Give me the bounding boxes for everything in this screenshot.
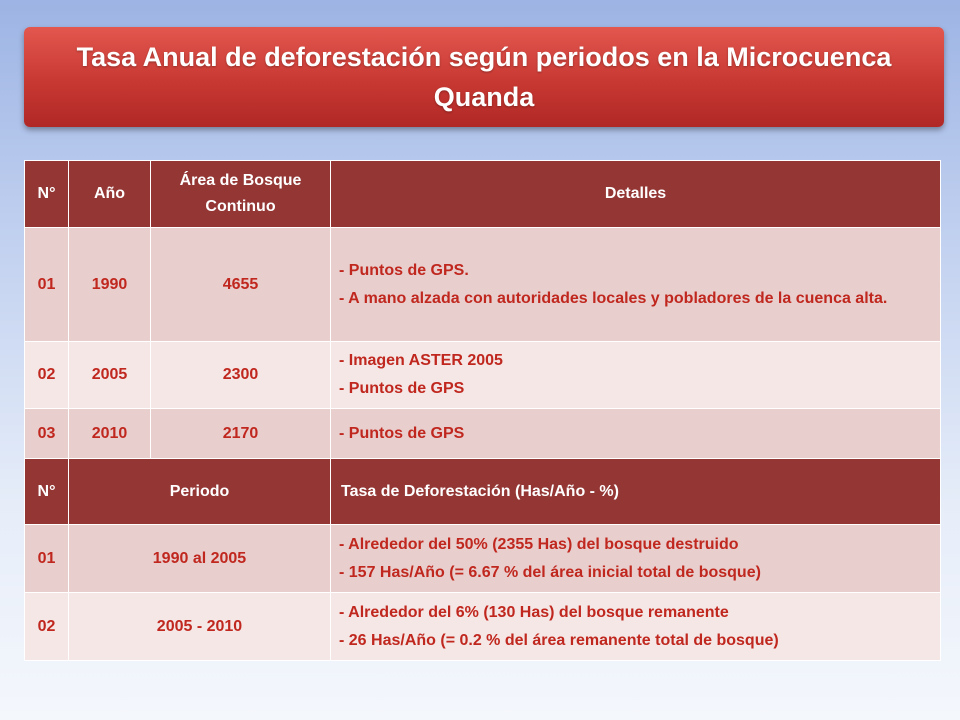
header-details: Detalles [331,161,941,228]
row-period: 2005 - 2010 [69,593,331,661]
page-title: Tasa Anual de deforestación según periodos en la Microcuenca Quanda [76,42,892,112]
table2-header-row [25,459,941,525]
header-year: Año [69,161,151,228]
row-year: 1990 [69,228,151,342]
row-details [331,525,941,593]
row-details [331,228,941,342]
detail-line: - Alrededor del 6% (130 Has) del bosque remanente [339,603,729,621]
detail-line: - 157 Has/Año (= 6.67 % del área inicial total de bosque) [339,563,761,581]
detail-line: - Puntos de GPS [339,424,465,442]
row-n: 01 [25,228,69,342]
row-details [331,342,941,409]
deforestation-table [24,160,941,661]
table-row [25,342,941,409]
row-area: 4655 [151,228,331,342]
row-area: 2170 [151,409,331,459]
header-area: Área de Bosque Continuo [151,161,331,228]
header-period: Periodo [69,459,331,525]
detail-line: - Puntos de GPS [339,380,465,397]
row-area: 2300 [151,342,331,409]
header-n: N° [25,161,69,228]
row-n: 02 [25,342,69,409]
detail-line: - Imagen ASTER 2005 [339,352,503,369]
header-rate: Tasa de Deforestación (Has/Año - %) [331,459,941,525]
table-row [25,593,941,661]
row-details [331,593,941,661]
row-details [331,409,941,459]
table1-header-row [25,161,941,228]
table-row [25,409,941,459]
table-row [25,525,941,593]
row-year: 2010 [69,409,151,459]
detail-line: - A mano alzada con autoridades locales y pobladores de la cuenca alta. [339,289,888,307]
row-period: 1990 al 2005 [69,525,331,593]
detail-line: - Puntos de GPS. [339,261,469,279]
detail-line: - Alrededor del 50% (2355 Has) del bosque destruido [339,535,739,553]
row-year: 2005 [69,342,151,409]
detail-line: - 26 Has/Año (= 0.2 % del área remanente total de bosque) [339,631,779,649]
row-n: 01 [25,525,69,593]
title-banner [24,27,944,127]
row-n: 02 [25,593,69,661]
row-n: 03 [25,409,69,459]
table-row [25,228,941,342]
header-n: N° [25,459,69,525]
